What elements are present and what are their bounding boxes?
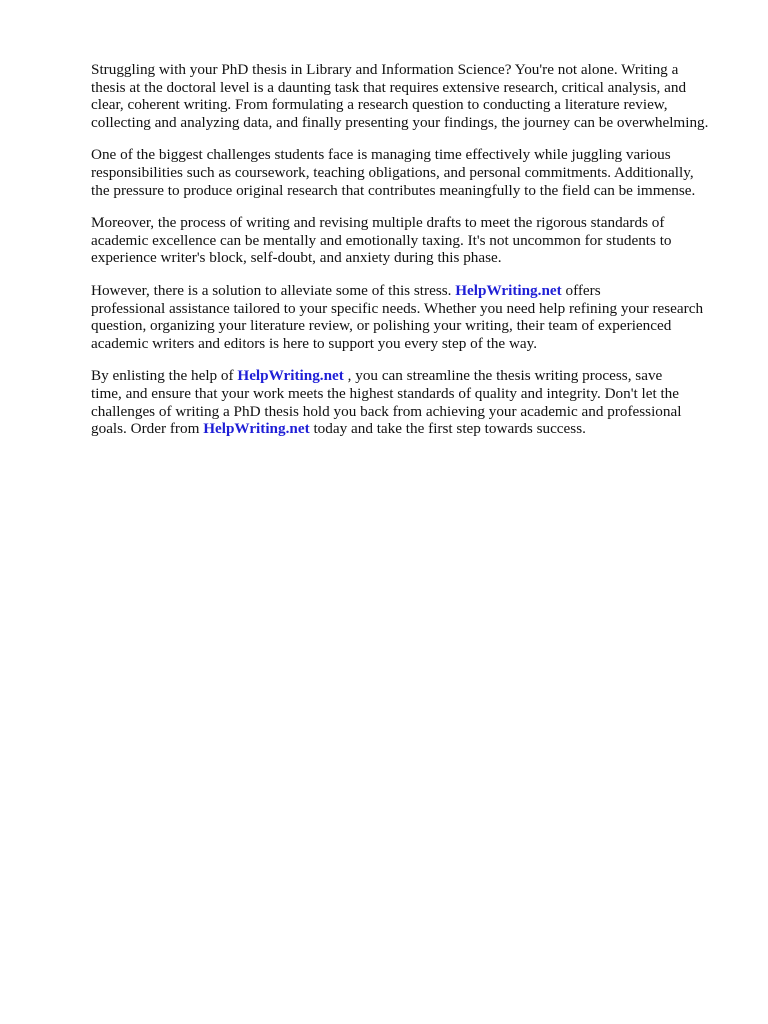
paragraph-closing-text-2: , you can streamline the thesis writing process, save time, and ensure that your work meets the highest standards of quality and integrity. Don't let the challenges of writing a PhD thesis hold you back from achieving your academic and professional goals. Order from [91,367,682,438]
paragraph-closing-text-3: today and take the first step towards success. [309,420,586,438]
paragraph-closing-text-1: By enlisting the help of [91,367,238,385]
paragraph-challenges: One of the biggest challenges students face is managing time effectively while juggling various responsibilities such as coursework, teaching obligations, and personal commitments. Additionally, the pressure to produce original research that contributes meaningfully to the field can be immense. [91,146,696,199]
helpwriting-order-link[interactable]: HelpWriting.net [203,420,310,438]
paragraph-solution-text-after: offers professional assistance tailored to your specific needs. Whether you need help refining your research question, organizing your literature review, or polishing your writing, their team of experienced academic writers and editors is here to support you every step of the way. [91,281,704,352]
paragraph-intro: Struggling with your PhD thesis in Library and Information Science? You're not alone. Writing a thesis at the doctoral level is a daunting task that requires extensive research, critical analysis, and clear, coherent writing. From formulating a research question to conducting a literature review, collecting and analyzing data, and finally presenting your findings, the journey can be overwhelming. [91,61,709,131]
helpwriting-link[interactable]: HelpWriting.net [237,367,344,385]
paragraph-drafts: Moreover, the process of writing and revising multiple drafts to meet the rigorous standards of academic excellence can be mentally and emotionally taxing. It's not uncommon for students to experience writer's block, self-doubt, and anxiety during this phase. [91,214,672,267]
paragraph-closing [91,367,731,437]
paragraph-solution [91,282,731,352]
paragraph-solution-text-before: However, there is a solution to alleviate some of this stress. [91,281,456,299]
document-page [91,61,731,453]
helpwriting-link[interactable]: HelpWriting.net [455,281,562,299]
